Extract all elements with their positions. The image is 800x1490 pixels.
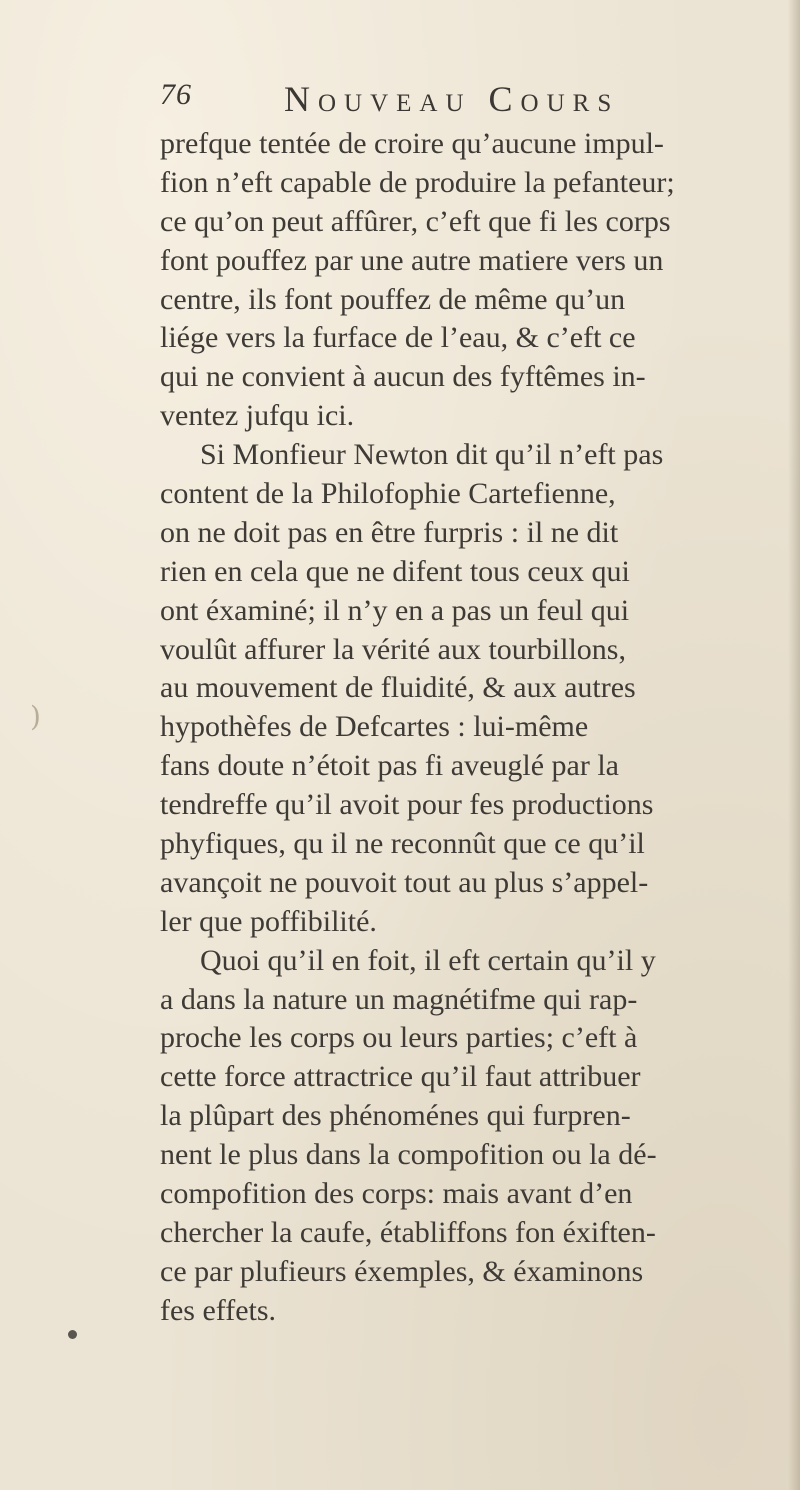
text-line: ce par plufieurs éxemples, & éxaminons xyxy=(160,1254,644,1288)
bleed-through-mark: ) xyxy=(30,700,41,733)
text-line: nent le plus dans la compofition ou la dé- xyxy=(160,1138,657,1172)
paragraph-start-line: Quoi qu’il en foit, il eft certain qu’il y xyxy=(200,943,656,977)
text-line: ce qu’on peut affûrer, c’eft que fi les corps xyxy=(160,204,671,238)
text-line: fes effets. xyxy=(160,1293,277,1327)
text-line: avançoit ne pouvoit tout au plus s’appel- xyxy=(160,865,649,899)
text-line: font pouffez par une autre matiere vers un xyxy=(160,243,664,277)
text-line: qui ne convient à aucun des fyftêmes in- xyxy=(160,360,646,394)
page-number: 76 xyxy=(160,78,192,111)
text-line: fans doute n’étoit pas fi aveuglé par la xyxy=(160,749,619,783)
text-line: rien en cela que ne difent tous ceux qui xyxy=(160,554,630,588)
text-line: centre, ils font pouffez de même qu’un xyxy=(160,282,626,316)
text-line: proche les corps ou leurs parties; c’eft à xyxy=(160,1021,638,1055)
text-line: hypothèfes de Defcartes : lui-même xyxy=(160,710,589,744)
text-line: liége vers la furface de l’eau, & c’eft ce xyxy=(160,321,636,355)
text-line: voulût affurer la vérité aux tourbillons, xyxy=(160,632,626,666)
paragraph-start-line: Si Monfieur Newton dit qu’il n’eft pas xyxy=(200,438,664,472)
text-line: compofition des corps: mais avant d’en xyxy=(160,1177,633,1211)
text-line: content de la Philofophie Cartefienne, xyxy=(160,477,616,511)
text-line: prefque tentée de croire qu’aucune impul- xyxy=(160,127,664,160)
text-line: a dans la nature un magnétifme qui rap- xyxy=(160,982,638,1016)
text-line: chercher la caufe, établiffons fon éxiften- xyxy=(160,1215,656,1249)
text-line: fion n’eft capable de produire la pefanteur; xyxy=(160,165,675,199)
text-line: au mouvement de fluidité, & aux autres xyxy=(160,671,636,705)
ink-dot-mark xyxy=(68,1330,77,1339)
running-head: Nouveau Cours xyxy=(284,79,620,119)
text-line: phyfiques, qu il ne reconnût que ce qu’il xyxy=(160,827,645,861)
text-line: la plûpart des phénoménes qui furpren- xyxy=(160,1099,631,1133)
text-line: on ne doit pas en être furpris : il ne dit xyxy=(160,515,619,549)
text-line: tendreffe qu’il avoit pour fes productions xyxy=(160,788,654,822)
body-text xyxy=(160,125,800,1331)
text-line: cette force attractrice qu’il faut attribuer xyxy=(160,1060,641,1094)
page-header xyxy=(160,78,720,128)
text-line: ont éxaminé; il n’y en a pas un feul qui xyxy=(160,593,630,627)
text-line: ler que poffibilité. xyxy=(160,904,377,938)
text-line: ventez jufqu ici. xyxy=(160,399,355,433)
